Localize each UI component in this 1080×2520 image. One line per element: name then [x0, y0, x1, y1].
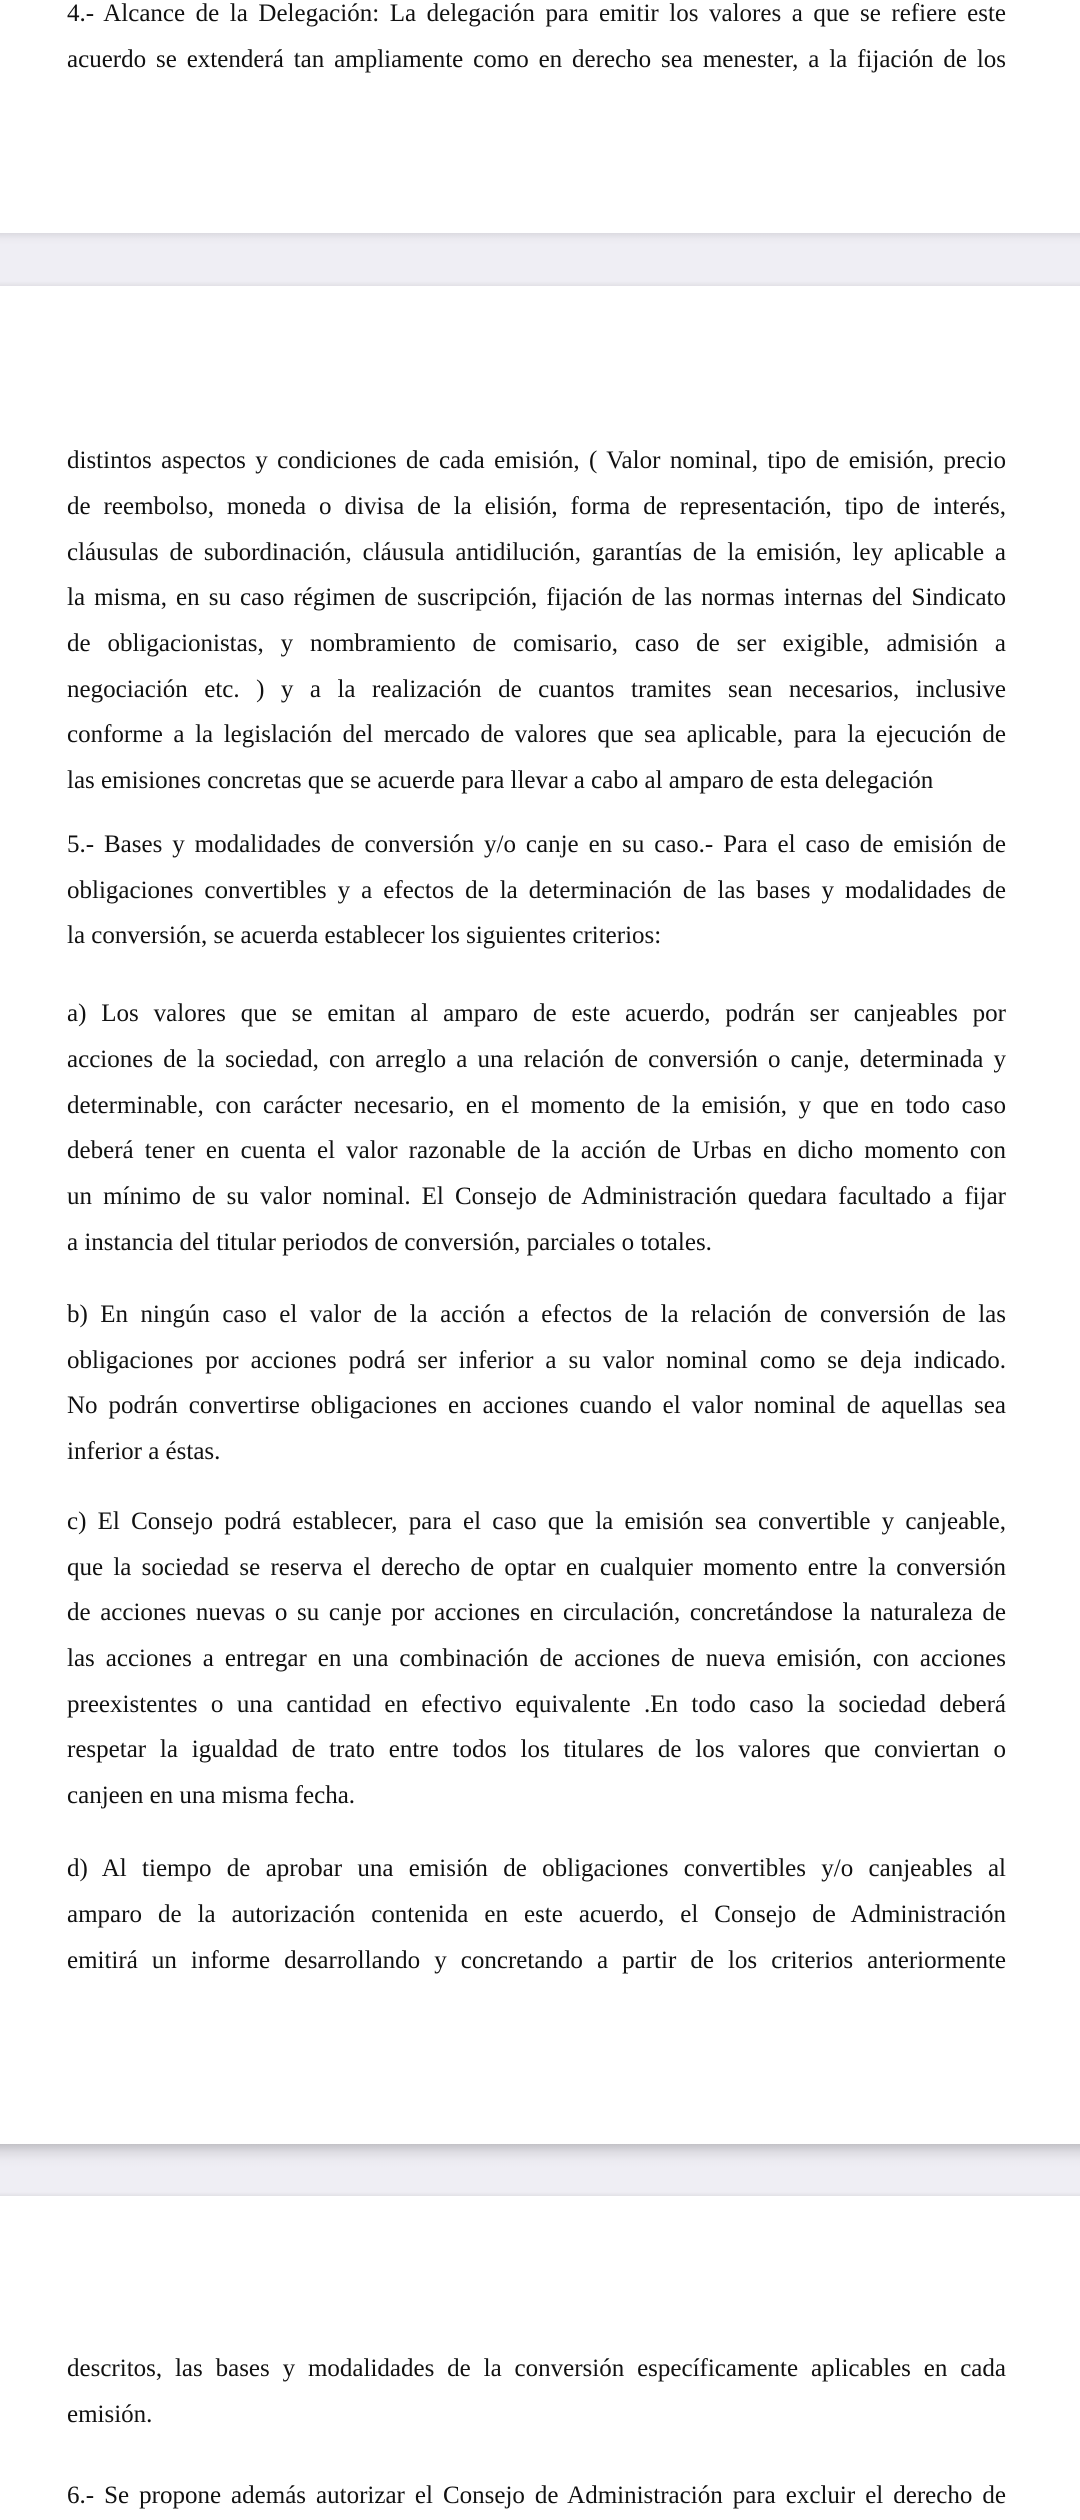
- text-line: las emisiones concretas que se acuerde para llevar a cabo al amparo de esta delegación: [67, 767, 934, 794]
- document-page-3: [0, 2196, 1080, 2520]
- text-line: obligaciones convertibles y a efectos de la determinación de las bases y modalidades de: [67, 877, 1006, 904]
- document-page-1: [0, 0, 1080, 233]
- page-separator: [0, 2144, 1080, 2196]
- text-line: negociación etc. ) y a la realización de cuantos tramites sean necesarios, inclusive: [67, 676, 1006, 703]
- text-line: deberá tener en cuenta el valor razonable de la acción de Urbas en dicho momento con: [67, 1137, 1006, 1164]
- text-line: las acciones a entregar en una combinación de acciones de nueva emisión, con acciones: [67, 1645, 1006, 1672]
- text-line: obligaciones por acciones podrá ser inferior a su valor nominal como se deja indicado.: [67, 1347, 1006, 1374]
- text-line: descritos, las bases y modalidades de la conversión específicamente aplicables en cada: [67, 2355, 1006, 2382]
- text-line: 6.- Se propone además autorizar el Consejo de Administración para excluir el derecho de: [67, 2482, 1006, 2509]
- text-line: preexistentes o una cantidad en efectivo equivalente .En todo caso la sociedad deberá: [67, 1691, 1006, 1718]
- text-line: emitirá un informe desarrollando y concretando a partir de los criterios anteriormente: [67, 1947, 1006, 1974]
- text-line: a instancia del titular periodos de conversión, parciales o totales.: [67, 1229, 712, 1256]
- text-line: la misma, en su caso régimen de suscripción, fijación de las normas internas del Sindicato: [67, 584, 1006, 611]
- text-line: 4.- Alcance de la Delegación: La delegación para emitir los valores a que se refiere este: [67, 0, 1006, 27]
- text-line: emisión.: [67, 2401, 153, 2428]
- text-line: de obligacionistas, y nombramiento de comisario, caso de ser exigible, admisión a: [67, 630, 1006, 657]
- text-line: amparo de la autorización contenida en este acuerdo, el Consejo de Administración: [67, 1901, 1006, 1928]
- text-line: distintos aspectos y condiciones de cada emisión, ( Valor nominal, tipo de emisión, precio: [67, 447, 1006, 474]
- text-line: un mínimo de su valor nominal. El Consejo de Administración quedara facultado a fijar: [67, 1183, 1006, 1210]
- text-line: c) El Consejo podrá establecer, para el caso que la emisión sea convertible y canjeable,: [67, 1508, 1006, 1535]
- text-line: No podrán convertirse obligaciones en acciones cuando el valor nominal de aquellas sea: [67, 1392, 1006, 1419]
- text-line: a) Los valores que se emitan al amparo de este acuerdo, podrán ser canjeables por: [67, 1000, 1006, 1027]
- text-line: canjeen en una misma fecha.: [67, 1782, 356, 1809]
- text-line: la conversión, se acuerda establecer los siguientes criterios:: [67, 922, 662, 949]
- text-line: de reembolso, moneda o divisa de la elisión, forma de representación, tipo de interés,: [67, 493, 1006, 520]
- text-line: inferior a éstas.: [67, 1438, 221, 1465]
- text-line: acciones de la sociedad, con arreglo a una relación de conversión o canje, determinada y: [67, 1046, 1006, 1073]
- text-line: conforme a la legislación del mercado de valores que sea aplicable, para la ejecución de: [67, 721, 1006, 748]
- text-line: d) Al tiempo de aprobar una emisión de obligaciones convertibles y/o canjeables al: [67, 1855, 1006, 1882]
- text-line: cláusulas de subordinación, cláusula antidilución, garantías de la emisión, ley aplicable a: [67, 539, 1006, 566]
- text-line: acuerdo se extenderá tan ampliamente como en derecho sea menester, a la fijación de los: [67, 46, 1006, 73]
- text-line: determinable, con carácter necesario, en el momento de la emisión, y que en todo caso: [67, 1092, 1006, 1119]
- text-line: que la sociedad se reserva el derecho de optar en cualquier momento entre la conversión: [67, 1554, 1006, 1581]
- document-page-2: [0, 286, 1080, 2144]
- text-line: de acciones nuevas o su canje por acciones en circulación, concretándose la naturaleza de: [67, 1599, 1006, 1626]
- text-line: respetar la igualdad de trato entre todos los titulares de los valores que conviertan o: [67, 1736, 1006, 1763]
- page-separator: [0, 233, 1080, 286]
- text-line: b) En ningún caso el valor de la acción a efectos de la relación de conversión de las: [67, 1301, 1006, 1328]
- text-line: 5.- Bases y modalidades de conversión y/o canje en su caso.- Para el caso de emisión de: [67, 831, 1006, 858]
